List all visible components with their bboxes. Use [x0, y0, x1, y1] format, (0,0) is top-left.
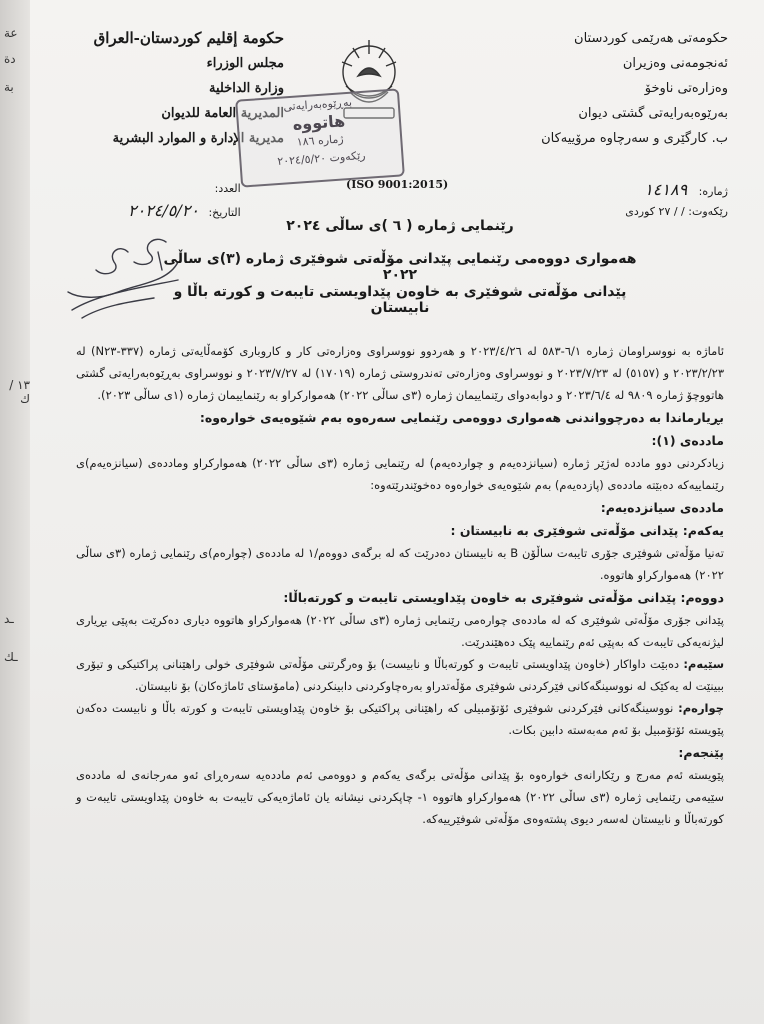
- section-3-text: دەبێت داواکار (خاوەن پێداویستی تایبەت و کورتەباڵا و نابیست) بۆ وەرگرتنی مۆڵەتی شوفێری خولی راهێنانی پراکتیکی و تیۆری ببینێت لە یەکێک لە نووسینگەکانی فێرکردنی شوفێری مۆڵەتدراو بەرەچاوکردنی دابینکردنی (مامۆستای ئاماژەکان) بۆ نابیستان.: [76, 657, 724, 693]
- ar-number-label: العدد:: [214, 182, 241, 195]
- stamp-line: بەڕێوەبەرایەتی: [282, 95, 353, 114]
- number-value: ١٤١٨٩: [644, 180, 688, 199]
- adjacent-page-edge: [0, 0, 31, 1024]
- section-1-text: تەنیا مۆڵەتی شوفێری جۆری تایبەت ساڵۆن B بە نابیستان دەدرێت کە لە برگەی دووەم/١ لە ماددەی (چوارەم)ی رێنمایی ژمارە (٣ی ساڵی ٢٠٢٢) هەموارکراو هاتووە.: [76, 546, 724, 582]
- letterhead-line: مجلس الوزراء: [206, 56, 284, 71]
- date-value: / / ٢٧ کوردی: [625, 205, 685, 218]
- edge-fragment: بة: [4, 80, 14, 94]
- edge-fragment: دة: [4, 52, 16, 66]
- letterhead-line: المديرية العامة للديوان: [161, 106, 284, 121]
- section-3-label: سێیەم:: [683, 657, 725, 671]
- edge-fragment: ـد: [4, 612, 14, 626]
- stamp-line: هاتووه: [292, 111, 346, 134]
- article-13-label: ماددەی سیانزدەیەم:: [600, 500, 724, 515]
- article-1-text: زیادکردنی دوو ماددە لەژێر ژمارە (سیانزدەیەم و چواردەیەم) لە رێنمایی ژمارە (٣ی ساڵی ٢٠٢٢) هەموارکراو وماددەی (سیانزەیەم)ی رێنماییەکە دەبێتە ماددەی (پازدەیەم) بەم شێوەیەی خوارەوە دەخوێندرێتەوە:: [76, 456, 724, 492]
- letterhead-line: وەزارەتی ناوخۆ: [644, 81, 728, 96]
- reference-kurdish: [625, 180, 728, 222]
- decision-line: بڕیارماندا بە دەرچوواندنی هەمواری دووەمی رێنمایی سەرەوە بەم شێوەیەی خوارەوە:: [199, 410, 724, 425]
- document-page: [30, 0, 764, 1024]
- letterhead-line: بەرێوەبەرایەتی گشتی دیوان: [578, 106, 728, 121]
- section-2-label: دووەم: پێدانی مۆڵەتی شوفێری بە خاوەن پێداویستی تایبەت و کورتەباڵا:: [283, 590, 724, 605]
- letterhead-line: وزارة الداخلية: [208, 81, 284, 96]
- letterhead-line: مديرية الإدارة و الموارد البشرية: [112, 131, 284, 146]
- section-1-label: یەکەم: پێدانی مۆڵەتی شوفێری بە نابیستان :: [450, 523, 724, 538]
- section-5-text: پێویستە ئەم مەرج و رێکارانەی خوارەوە بۆ پێدانی مۆڵەتی برگەی یەکەم و دووەمی ئەم ماددەیە سەرەڕای ئەو مەرجانەی لە ماددەی سێیەمی رێنمایی ژمارە (٣ی ساڵی ٢٠٢٢) هەموارکراو هاتووە ١- چاپکردنی نیشانە یان ئاماژەیەکی تایبەت بە خاوەن پێداویستی تایبەت و کورتەباڵا و نابیستان لەسەر دیوی پشتەوەی مۆڵەتی شوفێرییەکە.: [76, 768, 724, 826]
- iso-label: (ISO 9001:2015): [346, 178, 449, 191]
- section-4-label: چوارەم:: [678, 701, 725, 715]
- section-4-text: نووسینگەکانی فێرکردنی شوفێری ئۆتۆمبیلی کە راهێنانی پراکتیکی بۆ خاوەن پێداویستی تایبەت و کورتە باڵا و نابیست دەکەن پێویستە ئۆتۆمبیل بۆ ئەم مەبەستە دابین بکات.: [76, 701, 724, 737]
- kurdish-letterhead: [488, 26, 728, 151]
- subject-title: پێدانی مۆڵەتی شوفێری بە خاوەن پێداویستی تایبەت و کورتە باڵا و نابیستان: [173, 284, 627, 316]
- amendment-title: هەمواری دووەمی رێنمایی پێدانی مۆڵەتی شوفێری ژمارە (٣)ی ساڵی ٢٠٢٢: [163, 251, 637, 283]
- section-2-text: پێدانی جۆری مۆڵەتی شوفێری کە لە ماددەی چوارەمی رێنمایی ژمارە (٣ی ساڵی ٢٠٢٢) هەموارکراو هاتووە دیاری دەکرێت بەپێی بڕیاری لیژنەیەکی تایبەت کە بەپێی ئەم رێنماییە پێک دەهێندرێت.: [76, 613, 724, 649]
- article-1-label: ماددەی (١):: [651, 433, 724, 448]
- section-5-label: پێنجەم:: [678, 745, 724, 760]
- document-body: [76, 340, 724, 830]
- instruction-title: رێنمایی ژمارە ( ٦ )ی ساڵی ٢٠٢٤: [286, 218, 514, 234]
- number-label: ژمارە:: [698, 185, 728, 198]
- date-label: رێکەوت:: [688, 205, 728, 218]
- stamp-line: ژمارە ١٨٦: [296, 132, 345, 149]
- edge-fragment: عة: [4, 26, 18, 40]
- letterhead-line: حكومة إقليم كوردستان-العراق: [93, 29, 284, 47]
- received-stamp: [235, 88, 405, 187]
- letterhead-line: ب. کارگێری و سەرچاوە مرۆییەکان: [541, 131, 728, 146]
- ar-date-value: ٢٠٢٤/٥/٢٠: [128, 201, 199, 220]
- ar-date-label: التاريخ:: [208, 206, 241, 219]
- edge-fragment: ـك: [4, 650, 18, 664]
- letterhead-line: حکومەتی هەرێمی کوردستان: [574, 31, 728, 46]
- stamp-line: رێکەوت ٢٠٢٤/٥/٢٠: [276, 148, 366, 169]
- letterhead-line: ئەنجومەنی وەزیران: [622, 56, 728, 71]
- intro-paragraph: ئاماژە بە نووسراومان ژمارە ٦/١-٥٨٣ لە ٢٠٢٣/٤/٢٦ و هەردوو نووسراوی وەزارەتی کار و کاروباری کۆمەڵایەتی ژمارە (٣٣٧-N٢٣) لە ٢٠٢٣/٢/٢٣ و (٥١٥٧) لە ٢٠٢٣/٧/٢٣ و نووسراوی وەزارەتی تەندروستی ژمارە (١٧٠١٩) لە ٢٠٢٣/٧/٢٧ و نووسراوی بەڕێوەبەرایەتی گشتی هاتووچۆ ژمارە ٩٨٠٩ لە ٢٠٢٣/٦/٤ و دوابەدوای رێنماییمان ژمارە (٣ی ساڵی ٢٠٢٢) هەموارکراو بە رێنماییمان ژمارە (١ی ساڵی ٢٠٢٣).: [76, 344, 725, 402]
- edge-fragment: ١٣ / ك: [9, 378, 30, 406]
